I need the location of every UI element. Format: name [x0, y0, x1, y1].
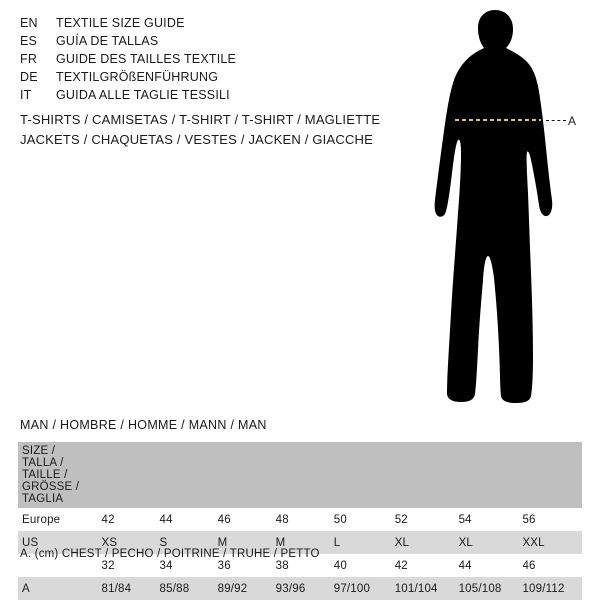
- language-row-fr: [20, 52, 380, 70]
- table-header-spacer-8: [518, 442, 582, 508]
- cell-us-1: XS: [97, 531, 155, 554]
- language-code-fr: FR: [20, 52, 38, 66]
- language-code-de: DE: [20, 70, 38, 84]
- language-text-fr: GUIDE DES TAILLES TEXTILE: [56, 52, 237, 66]
- cell-usnum-1: 32: [97, 554, 155, 577]
- cell-usnum-8: 46: [518, 554, 582, 577]
- row-label-us: US: [18, 531, 97, 554]
- category-block: [20, 110, 440, 150]
- table-row: [18, 508, 582, 531]
- cell-usnum-3: 36: [214, 554, 272, 577]
- table-header-row: [18, 442, 582, 508]
- marker-label-a: A: [568, 114, 577, 128]
- language-row-it: [20, 88, 380, 106]
- cell-usnum-6: 42: [391, 554, 455, 577]
- language-code-en: EN: [20, 16, 38, 30]
- language-text-es: GUÍA DE TALLAS: [56, 34, 159, 48]
- size-table: [18, 442, 582, 600]
- cell-us-7: XL: [455, 531, 519, 554]
- cell-europe-8: 56: [518, 508, 582, 531]
- row-label-europe: Europe: [18, 508, 97, 531]
- cell-us-5: L: [330, 531, 391, 554]
- footnote-chest-measure: A. (cm) CHEST / PECHO / POITRINE / TRUHE / PETTO: [20, 548, 320, 560]
- cell-europe-5: 50: [330, 508, 391, 531]
- cell-us-2: S: [156, 531, 214, 554]
- cell-a-1: 81/84: [97, 577, 155, 600]
- table-header-spacer-3: [214, 442, 272, 508]
- cell-a-6: 101/104: [391, 577, 455, 600]
- table-header-spacer-1: [97, 442, 155, 508]
- language-row-es: [20, 34, 380, 52]
- language-text-de: TEXTILGRÖßENFÜHRUNG: [56, 70, 219, 84]
- category-jackets: JACKETS / CHAQUETAS / VESTES / JACKEN / GIACCHE: [20, 132, 374, 147]
- silhouette-icon: [400, 8, 600, 408]
- table-header-spacer-2: [156, 442, 214, 508]
- cell-a-3: 89/92: [214, 577, 272, 600]
- language-header-block: [20, 16, 380, 106]
- cell-a-4: 93/96: [272, 577, 330, 600]
- cell-a-2: 85/88: [156, 577, 214, 600]
- cell-usnum-5: 40: [330, 554, 391, 577]
- table-header-label: SIZE / TALLA / TAILLE / GRÖSSE / TAGLIA: [18, 442, 97, 508]
- male-silhouette-figure: [400, 8, 600, 408]
- marker-dash-line: [546, 120, 566, 122]
- language-code-it: IT: [20, 88, 32, 102]
- cell-europe-2: 44: [156, 508, 214, 531]
- cell-us-8: XXL: [518, 531, 582, 554]
- language-text-it: GUIDA ALLE TAGLIE TESSILI: [56, 88, 230, 102]
- cell-usnum-4: 38: [272, 554, 330, 577]
- table-header-spacer-4: [272, 442, 330, 508]
- cell-us-4: M: [272, 531, 330, 554]
- language-text-en: TEXTILE SIZE GUIDE: [56, 16, 185, 30]
- cell-europe-1: 42: [97, 508, 155, 531]
- cell-a-8: 109/112: [518, 577, 582, 600]
- language-row-de: [20, 70, 380, 88]
- cell-usnum-7: 44: [455, 554, 519, 577]
- language-row-en: [20, 16, 380, 34]
- table-title: MAN / HOMBRE / HOMME / MANN / MAN: [20, 418, 267, 432]
- cell-us-6: XL: [391, 531, 455, 554]
- cell-a-7: 105/108: [455, 577, 519, 600]
- language-code-es: ES: [20, 34, 38, 48]
- cell-a-5: 97/100: [330, 577, 391, 600]
- table-header-spacer-6: [391, 442, 455, 508]
- cell-us-3: M: [214, 531, 272, 554]
- table-header-spacer-7: [455, 442, 519, 508]
- category-tshirts: T-SHIRTS / CAMISETAS / T-SHIRT / T-SHIRT / MAGLIETTE: [20, 112, 381, 127]
- cell-europe-3: 46: [214, 508, 272, 531]
- cell-europe-7: 54: [455, 508, 519, 531]
- cell-usnum-2: 34: [156, 554, 214, 577]
- row-label-a: A: [18, 577, 97, 600]
- table-row: [18, 577, 582, 600]
- cell-europe-6: 52: [391, 508, 455, 531]
- cell-europe-4: 48: [272, 508, 330, 531]
- table-header-spacer-5: [330, 442, 391, 508]
